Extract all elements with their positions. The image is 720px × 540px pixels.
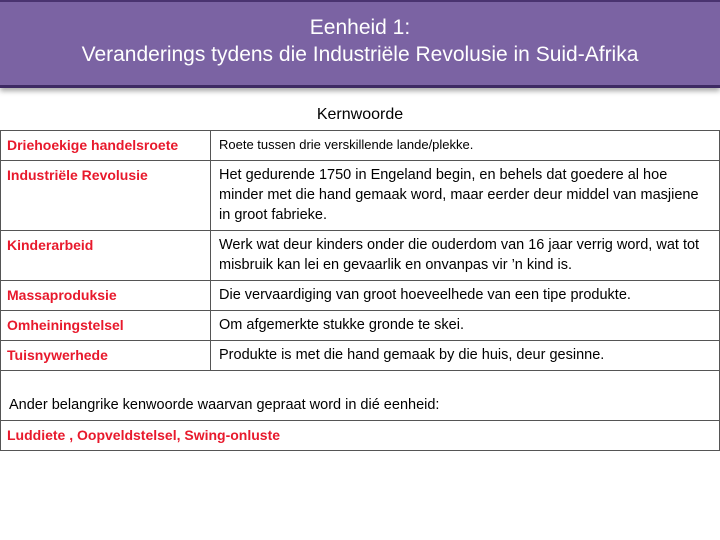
definition-cell: Produkte is met die hand gemaak by die huis, deur gesinne.: [211, 341, 720, 371]
definition-cell: Werk wat deur kinders onder die ouderdom van 16 jaar verrig word, wat tot misbruik kan lei en gevaarlik en onvanpas vir ’n kind is.: [211, 231, 720, 281]
term-cell: Kinderarbeid: [1, 231, 211, 281]
table-row: [1, 131, 720, 161]
section-heading-kernwoorde: Kernwoorde: [316, 106, 404, 123]
definition-cell: Om afgemerkte stukke gronde te skei.: [211, 311, 720, 341]
definition-cell: Die vervaardiging van groot hoeveelhede van een tipe produkte.: [211, 281, 720, 311]
unit-subtitle: Veranderings tydens die Industriële Revolusie in Suid-Afrika: [81, 43, 639, 66]
unit-title: Eenheid 1:: [309, 16, 411, 39]
term-cell: Tuisnywerhede: [1, 341, 211, 371]
table-row: [1, 341, 720, 371]
definition-cell: Het gedurende 1750 in Engeland begin, en behels dat goedere al hoe minder met die hand gemaak word, maar eerder deur middel van masjiene in groot fabrieke.: [211, 161, 720, 231]
table-row-other-terms: [1, 421, 720, 451]
title-banner: [0, 0, 720, 88]
table-row-other-heading: [1, 371, 720, 421]
table-row: [1, 231, 720, 281]
term-cell: Industriële Revolusie: [1, 161, 211, 231]
definition-cell: Roete tussen drie verskillende lande/plekke.: [211, 131, 720, 161]
term-cell: Massaproduksie: [1, 281, 211, 311]
table-row: [1, 311, 720, 341]
term-cell: Omheiningstelsel: [1, 311, 211, 341]
table-row: [1, 161, 720, 231]
keywords-table: [0, 130, 720, 451]
other-keywords-list: Luddiete , Oopveldstelsel, Swing-onluste: [1, 421, 720, 451]
table-row: [1, 281, 720, 311]
term-cell: Driehoekige handelsroete: [1, 131, 211, 161]
other-keywords-heading: Ander belangrike kenwoorde waarvan gepraat word in dié eenheid:: [1, 371, 720, 421]
